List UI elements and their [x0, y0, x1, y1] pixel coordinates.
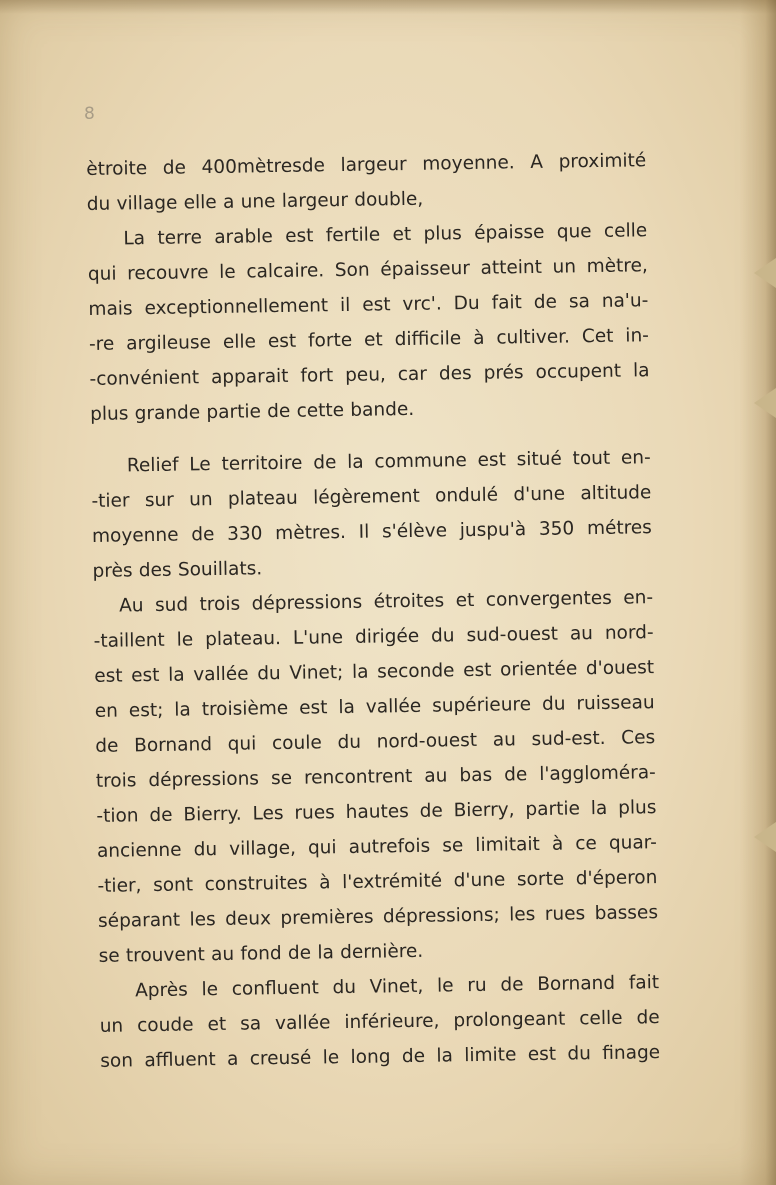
word: de — [267, 400, 291, 423]
word: et — [363, 329, 383, 351]
word: terre — [157, 227, 203, 249]
word: l'extrémité — [341, 870, 443, 894]
word: les — [189, 909, 216, 931]
word: de — [149, 804, 173, 827]
word: ruisseau — [576, 692, 655, 715]
word: le — [219, 261, 236, 283]
word: rencontrent — [303, 765, 413, 789]
word: la — [590, 797, 608, 820]
word: largeur — [340, 153, 407, 177]
word: village, — [229, 837, 297, 860]
word: sa — [239, 1013, 262, 1035]
word: Relief — [126, 454, 179, 477]
word: autrefois — [348, 835, 431, 858]
word: -tion — [96, 805, 139, 827]
word: moyenne — [91, 524, 179, 547]
word: d'une — [513, 483, 566, 506]
word: prolongeant — [453, 1008, 566, 1032]
word: s'élève — [381, 520, 448, 543]
word: -taillent — [93, 629, 165, 652]
word: -tier, — [97, 875, 142, 897]
word: deux — [225, 908, 272, 930]
word: du — [541, 693, 566, 715]
word: ondulé — [434, 484, 499, 507]
word: se — [270, 767, 293, 790]
word: bas — [459, 764, 493, 787]
word: un — [188, 489, 213, 511]
word: celle — [579, 1007, 623, 1030]
word: trois — [199, 593, 241, 616]
word: sa — [568, 291, 590, 313]
word: sur — [144, 489, 175, 512]
word: d'une — [453, 869, 506, 892]
word: 350 — [538, 518, 575, 540]
word: vallée — [365, 695, 422, 718]
word: plus — [617, 797, 657, 819]
word: double, — [354, 188, 424, 211]
word: son — [100, 1050, 134, 1072]
word: au — [569, 623, 594, 645]
word: rues — [544, 903, 586, 925]
word: ce — [575, 833, 597, 855]
word: de — [533, 291, 558, 313]
word: légèrement — [312, 485, 420, 509]
word: est; — [128, 699, 164, 722]
word: sorte — [516, 868, 565, 891]
word: est — [284, 225, 314, 247]
word: village — [116, 192, 178, 215]
word: hautes — [345, 801, 409, 824]
word: inférieure, — [344, 1010, 440, 1034]
word: du — [86, 193, 111, 215]
word: arable — [214, 226, 273, 248]
word: que — [556, 221, 592, 243]
word: trois — [95, 770, 137, 792]
word: situé — [516, 448, 562, 471]
word: au — [492, 729, 517, 751]
word: le — [176, 629, 194, 651]
word: prés — [483, 362, 524, 384]
word: et — [392, 223, 412, 246]
word: tout — [572, 447, 611, 470]
word: occupent — [535, 360, 622, 383]
word: juspu'à — [459, 519, 527, 542]
word: la — [436, 1045, 454, 1067]
word: peu, — [344, 364, 386, 386]
word: est — [362, 294, 391, 316]
word: vallée — [193, 663, 249, 686]
word: le — [436, 975, 454, 997]
word: sud — [154, 594, 189, 616]
word: ancienne — [96, 839, 182, 862]
word: se — [98, 945, 120, 967]
word: na'u- — [601, 290, 649, 312]
word: des — [138, 559, 172, 582]
word: confluent — [231, 977, 319, 1000]
word: exceptionnellement — [144, 295, 329, 320]
word: qui — [307, 837, 337, 859]
word: près — [92, 560, 133, 582]
word: coude — [137, 1014, 194, 1037]
word: du — [337, 731, 362, 754]
word: épaisseur — [380, 257, 471, 281]
word: affluent — [144, 1049, 216, 1072]
word: convergentes — [485, 587, 612, 611]
word: de — [419, 800, 443, 822]
word: se — [442, 835, 464, 857]
word: est — [299, 697, 328, 719]
word: limitait — [475, 833, 540, 856]
word: Du — [453, 292, 480, 315]
word: largeur — [281, 189, 349, 212]
word: dépressions; — [382, 904, 500, 928]
word: nord-ouest — [376, 729, 478, 753]
word: commune — [374, 450, 467, 473]
word: argileuse — [126, 332, 212, 355]
word: la — [632, 360, 650, 382]
word: Souillats. — [177, 558, 263, 581]
word: Bornand — [537, 972, 616, 996]
word: elle — [183, 191, 217, 214]
word: construites — [204, 872, 308, 896]
word: dépressions — [251, 591, 363, 615]
word: les — [509, 904, 536, 926]
word: le — [322, 1047, 340, 1069]
word: du — [193, 839, 218, 861]
word: fait — [628, 972, 660, 994]
word: il — [339, 294, 351, 317]
word: apparait — [210, 365, 289, 389]
word: au — [424, 765, 448, 787]
word: -tier — [91, 490, 130, 512]
word: finage — [602, 1042, 661, 1065]
word: en- — [620, 447, 651, 469]
word: mais — [88, 298, 133, 320]
word: Au — [118, 595, 144, 617]
word: coule — [271, 732, 322, 755]
word: épaisse — [473, 221, 545, 244]
word: -re — [88, 333, 115, 355]
word: est — [267, 330, 297, 353]
word: Bierry, — [453, 799, 515, 822]
word: celle — [603, 220, 648, 242]
word: mètres. — [275, 521, 347, 545]
word: in- — [625, 325, 650, 347]
word: grande — [134, 402, 201, 425]
word: l'aggloméra- — [539, 762, 656, 785]
word: la — [174, 699, 191, 721]
word: creusé — [249, 1047, 312, 1070]
word: de — [287, 942, 312, 964]
word: vrc'. — [402, 293, 442, 316]
page-right-edge — [740, 0, 776, 1185]
word: trouvent — [125, 944, 205, 967]
word: La — [123, 228, 146, 250]
word: des — [438, 362, 472, 385]
word: le — [201, 979, 219, 1001]
word: atteint — [480, 256, 543, 279]
word: de — [162, 157, 187, 179]
word: séparant — [97, 909, 181, 932]
word: plus — [423, 223, 462, 245]
word: rues — [294, 802, 335, 824]
word: de — [503, 764, 528, 786]
word: fort — [300, 365, 334, 387]
word: 400mètresde — [201, 155, 326, 179]
word: partie — [525, 798, 581, 821]
word: limite — [464, 1044, 517, 1067]
word: la — [346, 451, 364, 473]
word: elle — [222, 331, 257, 353]
word: ru — [467, 974, 487, 997]
word: plus — [89, 403, 129, 425]
word: du — [332, 976, 357, 999]
word: premières — [280, 906, 374, 930]
word: dernière. — [339, 940, 424, 964]
word: et — [207, 1013, 227, 1036]
word: Vinet, — [369, 975, 424, 998]
word: -convénient — [89, 367, 200, 390]
word: dépressions — [148, 768, 260, 792]
word: du — [430, 625, 455, 647]
word: Ces — [621, 727, 656, 749]
word: Après — [135, 979, 188, 1002]
word: car — [397, 363, 428, 386]
word: proximité — [558, 150, 647, 173]
word: Son — [334, 259, 370, 282]
word: est — [527, 1043, 557, 1066]
word: sont — [152, 874, 194, 897]
word: quar- — [608, 832, 657, 854]
word: étroites — [373, 590, 445, 613]
word: cette — [296, 399, 345, 422]
word: difficile — [394, 328, 462, 351]
word: calcaire. — [246, 260, 325, 283]
word: est — [94, 665, 123, 687]
word: Bornand — [134, 734, 213, 757]
word: bande. — [350, 398, 415, 421]
word: basses — [594, 902, 659, 925]
word: fertile — [325, 224, 381, 247]
word: recouvre — [127, 262, 209, 285]
word: supérieure — [431, 694, 532, 717]
word: une — [240, 191, 276, 213]
word: seconde — [376, 660, 455, 683]
word: L'une — [292, 627, 344, 649]
word: de — [95, 735, 119, 757]
word: de — [313, 452, 337, 474]
word: sud-est. — [531, 727, 606, 751]
word: la — [338, 696, 356, 719]
word: est — [462, 659, 492, 682]
word: à — [551, 833, 564, 855]
word: sud-ouest — [466, 623, 559, 647]
word: de — [636, 1007, 660, 1029]
word: à — [472, 327, 485, 349]
word: la — [351, 661, 369, 683]
page-number: 8 — [84, 104, 95, 124]
word: d'éperon — [575, 867, 658, 890]
word: cultiver. — [496, 326, 571, 349]
word: la — [167, 664, 185, 686]
word: du — [567, 1043, 592, 1065]
word: vallée — [274, 1012, 331, 1035]
word: troisième — [201, 697, 289, 721]
word: Bierry. — [183, 803, 242, 826]
word: altitude — [580, 482, 652, 505]
word: plateau. — [204, 627, 282, 651]
word: en — [94, 700, 119, 722]
word: orientée — [499, 658, 578, 681]
word: est — [131, 664, 160, 687]
text-line — [100, 1035, 660, 1079]
word: Il — [358, 521, 370, 543]
word: de — [191, 524, 215, 546]
word: Le — [189, 454, 211, 476]
word: fait — [491, 292, 523, 314]
word: ètroite — [86, 158, 148, 180]
word: forte — [307, 329, 353, 352]
word: dirigée — [354, 625, 420, 648]
word: Cet — [581, 325, 614, 348]
word: Vinet; — [289, 662, 344, 684]
word: a — [226, 1048, 239, 1070]
word: de — [401, 1045, 426, 1068]
word: est — [477, 449, 507, 471]
word: métres — [586, 517, 653, 540]
word: mètre, — [586, 255, 648, 278]
body-text — [86, 143, 660, 1079]
word: de — [500, 974, 524, 996]
word: et — [455, 589, 475, 612]
word: qui — [227, 733, 257, 755]
word: partie — [206, 401, 262, 424]
word: au — [210, 943, 235, 966]
word: plateau — [227, 487, 298, 510]
word: en- — [623, 587, 654, 609]
word: territoire — [221, 452, 303, 475]
word: la — [317, 942, 335, 964]
word: un — [552, 256, 577, 278]
word: d'ouest — [585, 657, 655, 680]
word: nord- — [604, 622, 654, 644]
word: a — [222, 191, 235, 213]
word: long — [350, 1046, 391, 1068]
word: un — [99, 1015, 124, 1037]
word: moyenne. — [422, 152, 515, 175]
word: à — [319, 872, 331, 894]
word: fond — [240, 943, 282, 965]
word: 330 — [226, 523, 263, 545]
word: Les — [252, 802, 284, 825]
page-top-shadow — [0, 0, 776, 14]
word: A — [530, 151, 544, 174]
word: du — [257, 663, 281, 685]
word: qui — [87, 263, 117, 285]
